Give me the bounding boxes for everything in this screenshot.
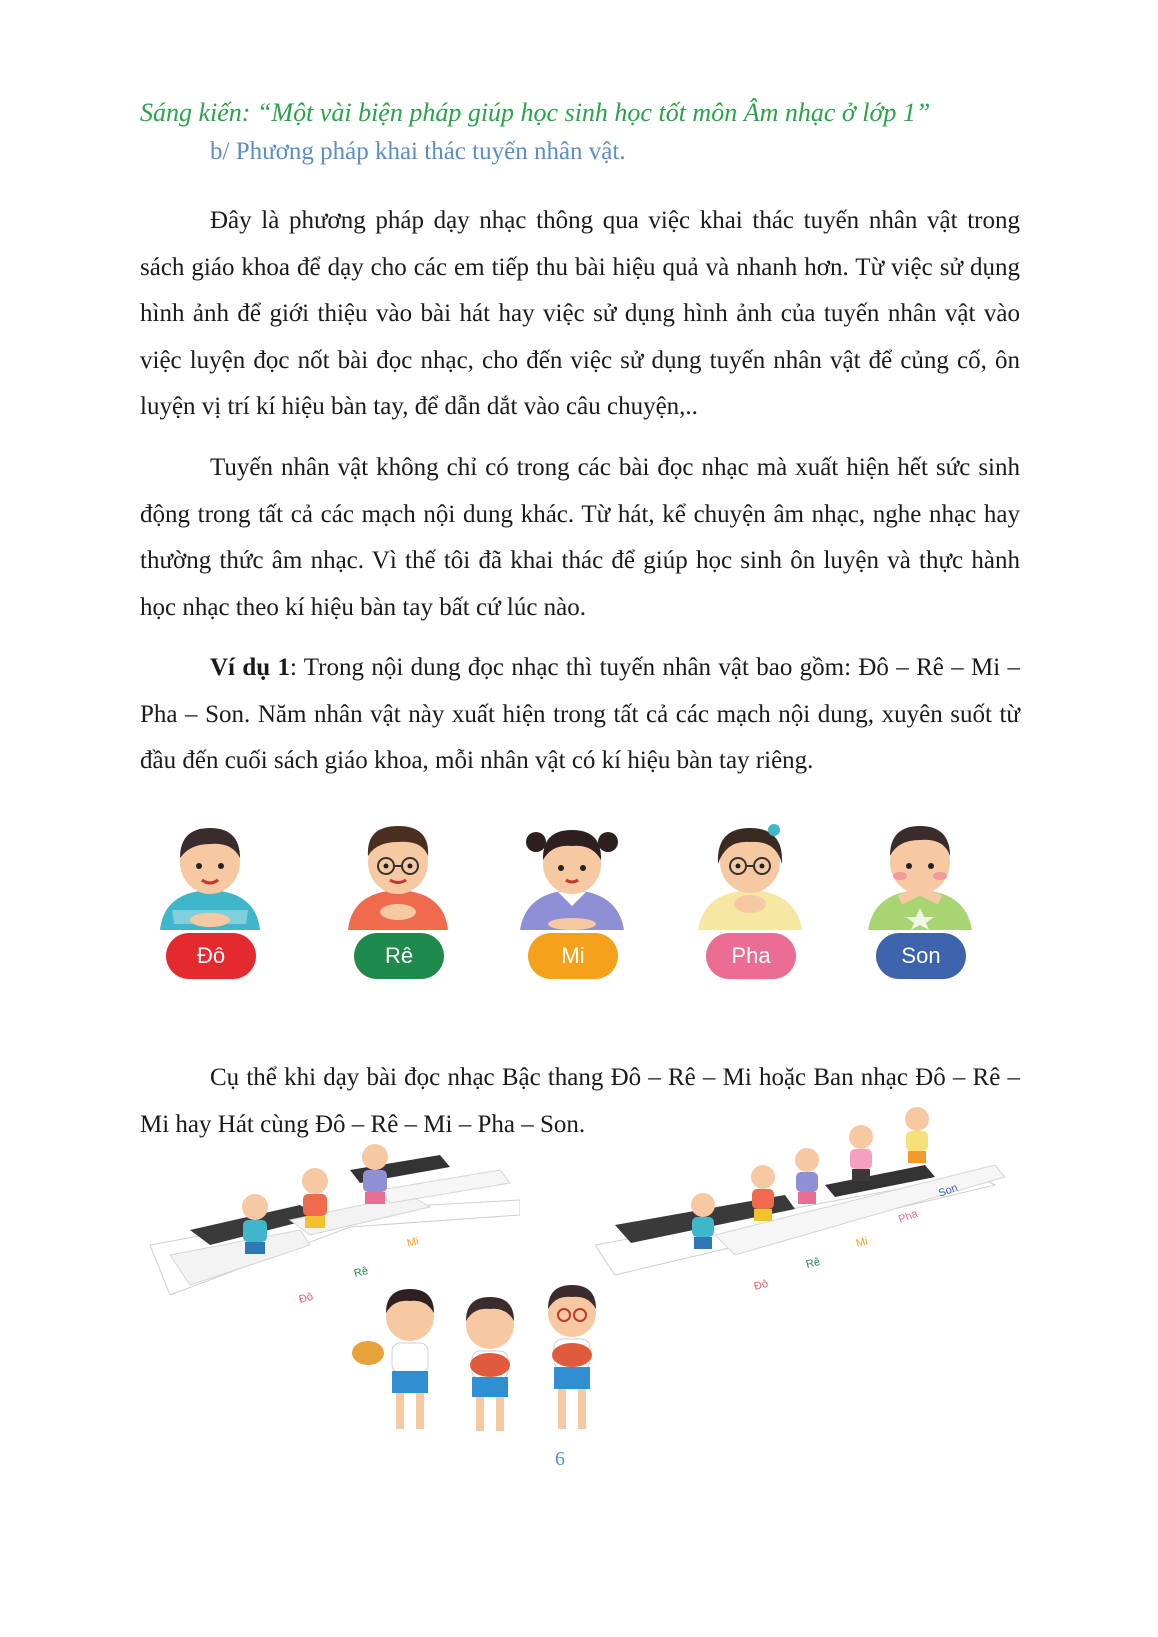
character-son xyxy=(850,820,990,990)
child-figure xyxy=(751,1165,775,1221)
paragraph-3 xyxy=(140,645,1020,785)
child-re-illustration xyxy=(338,820,458,930)
character-label-re: Rê xyxy=(354,933,444,979)
child-figure xyxy=(795,1148,819,1204)
child-figure xyxy=(362,1144,388,1204)
child-mi-illustration xyxy=(512,820,632,930)
child-do-illustration xyxy=(150,820,270,930)
key-label-re: Rê xyxy=(352,1264,370,1280)
section-heading: b/ Phương pháp khai thác tuyến nhân vật. xyxy=(210,138,626,165)
character-do xyxy=(140,820,280,990)
character-row xyxy=(140,820,1030,990)
character-label-mi: Mi xyxy=(528,933,618,979)
character-label-son: Son xyxy=(876,933,966,979)
character-pha xyxy=(680,820,820,990)
example-text: : Trong nội dung đọc nhạc thì tuyến nhân vật bao gồm: Đô – Rê – Mi – Pha – Son. Năm nhân vật này xuất hiện trong tất cả các mạch nội dung, xuyên suốt từ đầu đến cuối sách giáo khoa, mỗi nhân vật có kí hiệu bàn tay riêng. xyxy=(140,654,1020,774)
child-figure xyxy=(302,1168,328,1228)
key-label-mi: Mi xyxy=(405,1235,420,1250)
page-header-title: Sáng kiến: “Một vài biện pháp giúp học sinh học tốt môn Âm nhạc ở lớp 1” xyxy=(140,98,931,127)
child-figure xyxy=(242,1194,268,1254)
character-label-do: Đô xyxy=(166,933,256,979)
child-figure xyxy=(849,1125,873,1181)
paragraph-2: Tuyến nhân vật không chỉ có trong các bài đọc nhạc mà xuất hiện hết sức sinh động trong tất cả các mạch nội dung khác. Từ hát, kể chuyện âm nhạc, nghe nhạc hay thường thức âm nhạc. Vì thế tôi đã khai thác để giúp học sinh ôn luyện và thực hành học nhạc theo kí hiệu bàn tay bất cứ lúc nào. xyxy=(140,454,1020,621)
child-pha-illustration xyxy=(690,820,810,930)
key-label-do: Đô xyxy=(752,1277,770,1293)
page-number: 6 xyxy=(555,1448,565,1470)
child-figure xyxy=(352,1289,434,1429)
piano-stairs-illustration-right xyxy=(595,1105,1015,1305)
key-label-son: Son xyxy=(936,1181,960,1200)
character-mi xyxy=(502,820,642,990)
character-label-pha: Pha xyxy=(706,933,796,979)
child-son-illustration xyxy=(860,820,980,930)
key-label-pha: Pha xyxy=(896,1207,920,1226)
character-re xyxy=(328,820,468,990)
child-figure xyxy=(691,1193,715,1249)
drummer-children-illustration xyxy=(340,1285,640,1445)
paragraph-4: Cụ thể khi dạy bài đọc nhạc Bậc thang Đô – Rê – Mi hoặc Ban nhạc Đô – Rê – Mi hay Hát cùng Đô – Rê – Mi – Pha – Son. xyxy=(140,1064,1020,1138)
child-figure xyxy=(905,1107,929,1163)
child-figure xyxy=(548,1285,596,1429)
drummers-drawing xyxy=(340,1285,640,1445)
paragraph-1: Đây là phương pháp dạy nhạc thông qua việc khai thác tuyến nhân vật trong sách giáo khoa để dạy cho các em tiếp thu bài hiệu quả và nhanh hơn. Từ việc sử dụng hình ảnh để giới thiệu vào bài hát hay việc sử dụng hình ảnh của tuyến nhân vật vào việc luyện đọc nốt bài đọc nhạc, cho đến việc sử dụng tuyến nhân vật để củng cố, ôn luyện vị trí kí hiệu bàn tay, để dẫn dắt vào câu chuyện,.. xyxy=(140,207,1020,420)
example-label: Ví dụ 1 xyxy=(210,654,290,681)
key-label-do: Đô xyxy=(297,1290,315,1306)
child-figure xyxy=(466,1297,514,1431)
key-label-re: Rê xyxy=(804,1255,822,1271)
piano-stairs-right-drawing xyxy=(595,1105,1015,1305)
key-label-mi: Mi xyxy=(854,1235,869,1250)
